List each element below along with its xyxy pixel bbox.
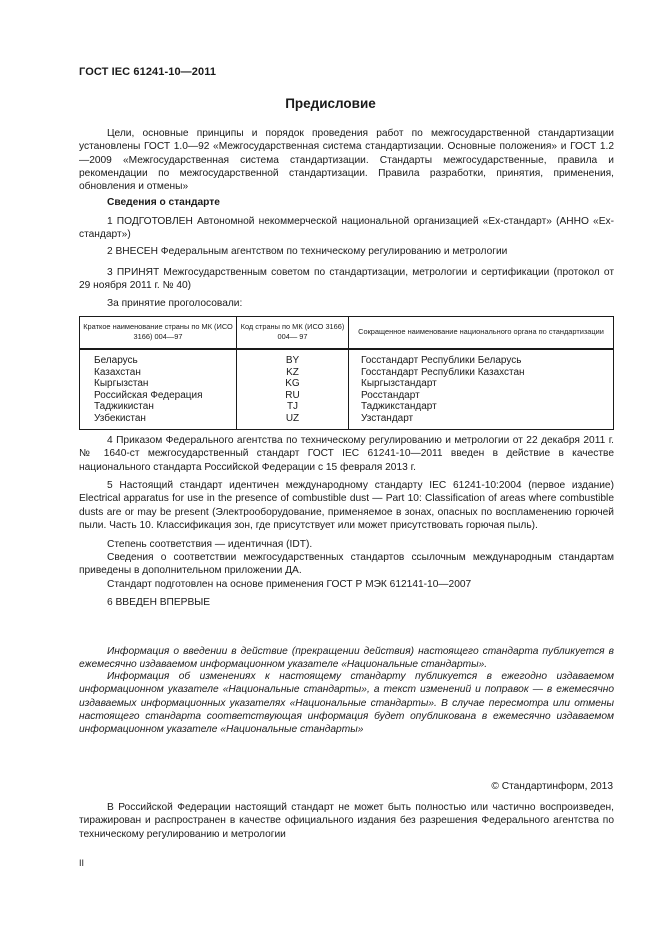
- table-row: [80, 413, 614, 429]
- country-cell: Кыргызстан: [80, 378, 237, 390]
- table-header-body: Сокращенное наименование национального органа по стандартизации: [349, 317, 614, 350]
- page-title: Предисловие: [285, 96, 376, 111]
- code-cell: KG: [237, 378, 349, 390]
- intro-paragraph: Цели, основные принципы и порядок проведения работ по межгосударственной стандартизации установлены ГОСТ 1.0—92 «Межгосударственная система стандартизации. Основные положения» и ГОСТ 1.2—2009 «Межгосударственная система стандартизации. Стандарты межгосударственные, правила и рекомендации по межгосударственной стандартизации. Правила разработки, принятия, применения, обновления и отмены»: [79, 128, 614, 193]
- code-cell: BY: [237, 349, 349, 367]
- table-row: [80, 378, 614, 390]
- info-changes: Информация об изменениях к настоящему стандарту публикуется в ежегодно издаваемом информационном указателе «Национальные стандарты», а текст изменений и поправок — в ежемесячно издаваемых информационных указателях «Национальные стандарты». В случае пересмотра или отмены настоящего стандарта соответствующая информация будет опубликована в ежемесячно издаваемом информационном указателе «Национальные стандарты»: [79, 671, 614, 736]
- item-5-identical: 5 Настоящий стандарт идентичен международному стандарту IEC 61241-10:2004 (первое издание) Electrical apparatus for use in the presence of combustible dust — Part 10: Classification of areas where combustible dusts are or may be present (Электрооборудование, применяемое в зонах, опасных по воспламенению горючей пыли. Часть 10. Классификация зон, где присутствует или может присутствовать горючая пыль).: [79, 480, 614, 531]
- copyright: © Стандартинформ, 2013: [491, 781, 613, 792]
- body-cell: Госстандарт Республики Беларусь: [349, 349, 614, 367]
- item-1-prepared: 1 ПОДГОТОВЛЕН Автономной некоммерческой национальной организацией «Ех-стандарт» (АННО «Ех-стандарт»): [79, 216, 614, 241]
- country-cell: Российская Федерация: [80, 390, 237, 402]
- code-cell: UZ: [237, 413, 349, 429]
- info-introduction: Информация о введении в действие (прекращении действия) настоящего стандарта публикуется в ежемесячно издаваемом информационном указателе «Национальные стандарты».: [79, 646, 614, 671]
- table-row: [80, 390, 614, 402]
- body-cell: Узстандарт: [349, 413, 614, 429]
- voted-label: За принятие проголосовали:: [107, 298, 243, 309]
- section-title: Сведения о стандарте: [107, 197, 220, 208]
- country-cell: Беларусь: [80, 349, 237, 367]
- voting-table: [79, 316, 614, 430]
- item-5-references: Сведения о соответствии межгосударственных стандартов ссылочным международным стандартам приведены в дополнительном приложении ДА.: [79, 552, 614, 577]
- body-cell: Кыргызстандарт: [349, 378, 614, 390]
- table-row: [80, 349, 614, 367]
- table-row: [80, 401, 614, 413]
- code-cell: RU: [237, 390, 349, 402]
- code-cell: TJ: [237, 401, 349, 413]
- document-number: ГОСТ IEC 61241-10—2011: [79, 66, 217, 78]
- table-header-code: Код страны по МК (ИСО 3166) 004— 97: [237, 317, 349, 350]
- item-5-degree: Степень соответствия — идентичная (IDT).: [107, 539, 313, 550]
- body-cell: Таджикстандарт: [349, 401, 614, 413]
- country-cell: Узбекистан: [80, 413, 237, 429]
- item-5-basis: Стандарт подготовлен на основе применения ГОСТ Р МЭК 612141-10—2007: [107, 579, 472, 590]
- body-cell: Росстандарт: [349, 390, 614, 402]
- body-cell: Госстандарт Республики Казахстан: [349, 367, 614, 379]
- country-cell: Таджикистан: [80, 401, 237, 413]
- item-4-order: 4 Приказом Федерального агентства по техническому регулированию и метрологии от 22 декабря 2011 г. № 1640-ст межгосударственный стандарт ГОСТ IEC 61241-10—2011 введен в действие в качестве национального стандарта Российской Федерации с 15 февраля 2013 г.: [79, 435, 614, 473]
- table-row: [80, 367, 614, 379]
- code-cell: KZ: [237, 367, 349, 379]
- item-6-first-introduced: 6 ВВЕДЕН ВПЕРВЫЕ: [107, 597, 211, 608]
- page-number: II: [79, 858, 85, 868]
- legal-notice: В Российской Федерации настоящий стандарт не может быть полностью или частично воспроизведен, тиражирован и распространен в качестве официального издания без разрешения Федерального агентства по техническому регулированию и метрологии: [79, 802, 614, 840]
- table-header-country: Краткое наименование страны по МК (ИСО 3166) 004—97: [80, 317, 237, 350]
- country-cell: Казахстан: [80, 367, 237, 379]
- item-3-adopted: 3 ПРИНЯТ Межгосударственным советом по стандартизации, метрологии и сертификации (протокол от 29 ноября 2011 г. № 40): [79, 267, 614, 292]
- item-2-submitted: 2 ВНЕСЕН Федеральным агентством по техническому регулированию и метрологии: [107, 246, 508, 257]
